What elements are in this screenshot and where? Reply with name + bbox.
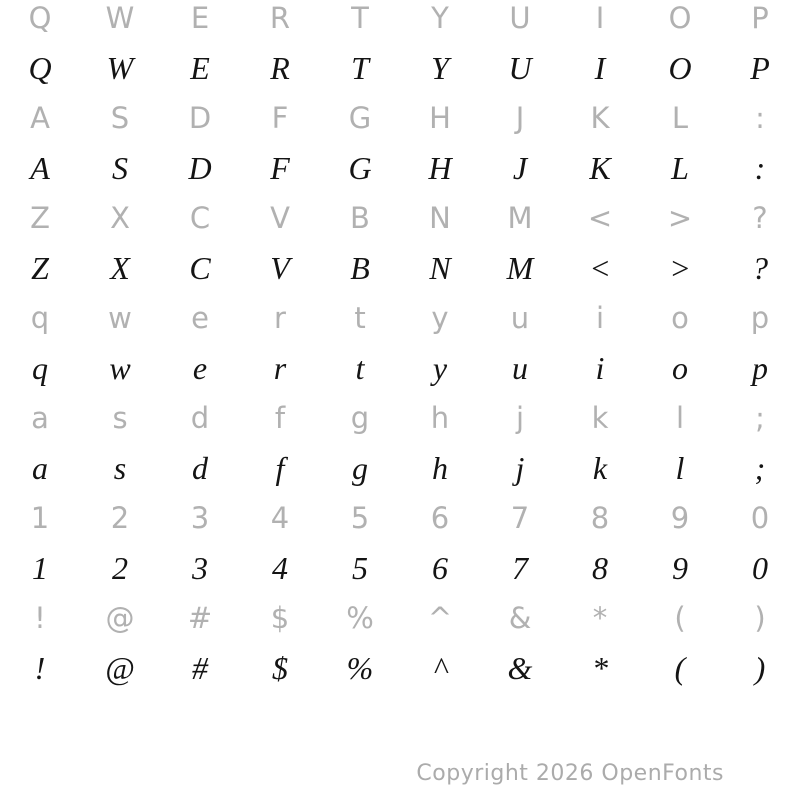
glyph: e xyxy=(192,349,208,386)
glyph: l xyxy=(675,449,685,486)
glyph: d xyxy=(190,401,210,435)
glyph: p xyxy=(750,301,770,335)
glyph: j xyxy=(515,449,525,486)
glyph: s xyxy=(113,449,127,486)
glyph: 8 xyxy=(590,501,610,535)
glyph: 4 xyxy=(270,501,290,535)
glyph: S xyxy=(112,149,128,186)
glyph: R xyxy=(269,1,291,35)
glyph: f xyxy=(274,401,286,435)
specimen-row-11 xyxy=(0,493,800,543)
glyph: U xyxy=(508,49,532,86)
glyph: J xyxy=(512,149,528,186)
glyph: 8 xyxy=(592,549,608,586)
specimen-row-3 xyxy=(0,93,800,143)
glyph: r xyxy=(274,301,286,335)
specimen-row-9 xyxy=(0,393,800,443)
glyph: V xyxy=(270,201,290,235)
glyph: % xyxy=(346,649,374,686)
glyph: ? xyxy=(752,249,768,286)
glyph: Y xyxy=(431,49,449,86)
glyph: $ xyxy=(270,601,290,635)
glyph: M xyxy=(506,249,534,286)
glyph: y xyxy=(431,301,449,335)
glyph: A xyxy=(30,101,50,135)
glyph: 3 xyxy=(192,549,208,586)
glyph: h xyxy=(430,401,450,435)
glyph: E xyxy=(190,1,210,35)
glyph: T xyxy=(351,1,369,35)
glyph: O xyxy=(668,49,692,86)
glyph: ^ xyxy=(433,649,447,686)
glyph: o xyxy=(671,301,689,335)
glyph: A xyxy=(30,149,50,186)
glyph: N xyxy=(429,249,451,286)
glyph: ( xyxy=(674,649,686,686)
glyph: 5 xyxy=(352,549,368,586)
glyph: & xyxy=(508,601,532,635)
glyph: w xyxy=(108,301,132,335)
glyph: a xyxy=(31,401,49,435)
glyph: * xyxy=(592,649,608,686)
glyph: 0 xyxy=(752,549,768,586)
specimen-row-2 xyxy=(0,43,800,93)
glyph: q xyxy=(30,301,50,335)
glyph: i xyxy=(595,301,605,335)
glyph: X xyxy=(110,249,130,286)
glyph: @ xyxy=(105,601,135,635)
glyph: e xyxy=(191,301,209,335)
glyph: Q xyxy=(28,49,52,86)
glyph: w xyxy=(109,349,131,386)
glyph: Q xyxy=(28,1,52,35)
specimen-row-14 xyxy=(0,643,800,693)
glyph: G xyxy=(348,149,372,186)
glyph: P xyxy=(750,49,770,86)
glyph: j xyxy=(515,401,525,435)
glyph: S xyxy=(110,101,130,135)
glyph: D xyxy=(188,149,212,186)
glyph: C xyxy=(189,201,211,235)
glyph: G xyxy=(348,101,372,135)
glyph: 3 xyxy=(190,501,210,535)
specimen-row-12 xyxy=(0,543,800,593)
glyph: U xyxy=(509,1,531,35)
glyph: d xyxy=(192,449,208,486)
glyph: F xyxy=(271,101,289,135)
glyph: y xyxy=(432,349,448,386)
glyph: B xyxy=(350,201,370,235)
glyph: % xyxy=(346,601,374,635)
glyph: p xyxy=(752,349,768,386)
glyph: Z xyxy=(31,249,49,286)
glyph: 2 xyxy=(112,549,128,586)
glyph: u xyxy=(510,301,530,335)
glyph: > xyxy=(669,249,691,286)
glyph: ( xyxy=(674,601,686,635)
glyph: Z xyxy=(30,201,50,235)
glyph: L xyxy=(671,149,689,186)
glyph: a xyxy=(32,449,48,486)
glyph: < xyxy=(589,249,611,286)
glyph: ^ xyxy=(427,601,453,635)
glyph: $ xyxy=(272,649,288,686)
glyph: & xyxy=(507,649,533,686)
glyph: F xyxy=(270,149,290,186)
glyph: < xyxy=(587,201,613,235)
glyph: g xyxy=(352,449,368,486)
glyph: X xyxy=(110,201,130,235)
glyph: ! xyxy=(34,601,46,635)
glyph: V xyxy=(270,249,290,286)
glyph: q xyxy=(32,349,48,386)
glyph: N xyxy=(429,201,451,235)
glyph: ! xyxy=(34,649,46,686)
glyph: ) xyxy=(754,601,766,635)
glyph: 7 xyxy=(510,501,530,535)
glyph: P xyxy=(751,1,769,35)
glyph: 6 xyxy=(430,501,450,535)
glyph: K xyxy=(590,101,610,135)
glyph: L xyxy=(671,101,689,135)
glyph: k xyxy=(591,401,609,435)
glyph: * xyxy=(592,601,608,635)
glyph: J xyxy=(515,101,525,135)
glyph: : xyxy=(754,149,766,186)
specimen-row-4 xyxy=(0,143,800,193)
glyph: 2 xyxy=(110,501,130,535)
glyph: ) xyxy=(754,649,766,686)
glyph: O xyxy=(668,1,692,35)
glyph: 4 xyxy=(272,549,288,586)
glyph: W xyxy=(105,1,135,35)
glyph: E xyxy=(190,49,210,86)
glyph: C xyxy=(189,249,211,286)
glyph: I xyxy=(594,49,606,86)
glyph: # xyxy=(192,649,208,686)
glyph: h xyxy=(432,449,448,486)
glyph: u xyxy=(512,349,528,386)
glyph: T xyxy=(351,49,369,86)
glyph: 1 xyxy=(32,549,48,586)
glyph: W xyxy=(106,49,134,86)
glyph: t xyxy=(354,301,366,335)
glyph: ; xyxy=(755,401,765,435)
copyright-text: Copyright 2026 OpenFonts xyxy=(416,761,724,786)
specimen-row-8 xyxy=(0,343,800,393)
glyph: s xyxy=(112,401,128,435)
specimen-row-1 xyxy=(0,0,800,43)
glyph: k xyxy=(592,449,608,486)
glyph: ; xyxy=(754,449,766,486)
glyph: o xyxy=(672,349,688,386)
specimen-row-6 xyxy=(0,243,800,293)
glyph: H xyxy=(429,101,451,135)
glyph: K xyxy=(589,149,611,186)
glyph: @ xyxy=(105,649,135,686)
glyph: 1 xyxy=(30,501,50,535)
glyph: # xyxy=(187,601,213,635)
glyph: : xyxy=(755,101,765,135)
glyph: 9 xyxy=(670,501,690,535)
specimen-row-5 xyxy=(0,193,800,243)
glyph: B xyxy=(350,249,370,286)
glyph: 9 xyxy=(672,549,688,586)
glyph: 7 xyxy=(512,549,528,586)
glyph: ? xyxy=(752,201,768,235)
glyph: H xyxy=(428,149,452,186)
glyph: > xyxy=(667,201,693,235)
specimen-row-13 xyxy=(0,593,800,643)
glyph: g xyxy=(350,401,370,435)
glyph: 6 xyxy=(432,549,448,586)
glyph: f xyxy=(275,449,285,486)
glyph: I xyxy=(595,1,605,35)
glyph: D xyxy=(188,101,212,135)
glyph: t xyxy=(355,349,365,386)
glyph: 5 xyxy=(350,501,370,535)
glyph: i xyxy=(595,349,605,386)
glyph: M xyxy=(507,201,533,235)
glyph: R xyxy=(270,49,290,86)
specimen-row-7 xyxy=(0,293,800,343)
glyph: 0 xyxy=(750,501,770,535)
specimen-row-10 xyxy=(0,443,800,493)
glyph: r xyxy=(273,349,287,386)
glyph: l xyxy=(675,401,685,435)
glyph: Y xyxy=(431,1,449,35)
